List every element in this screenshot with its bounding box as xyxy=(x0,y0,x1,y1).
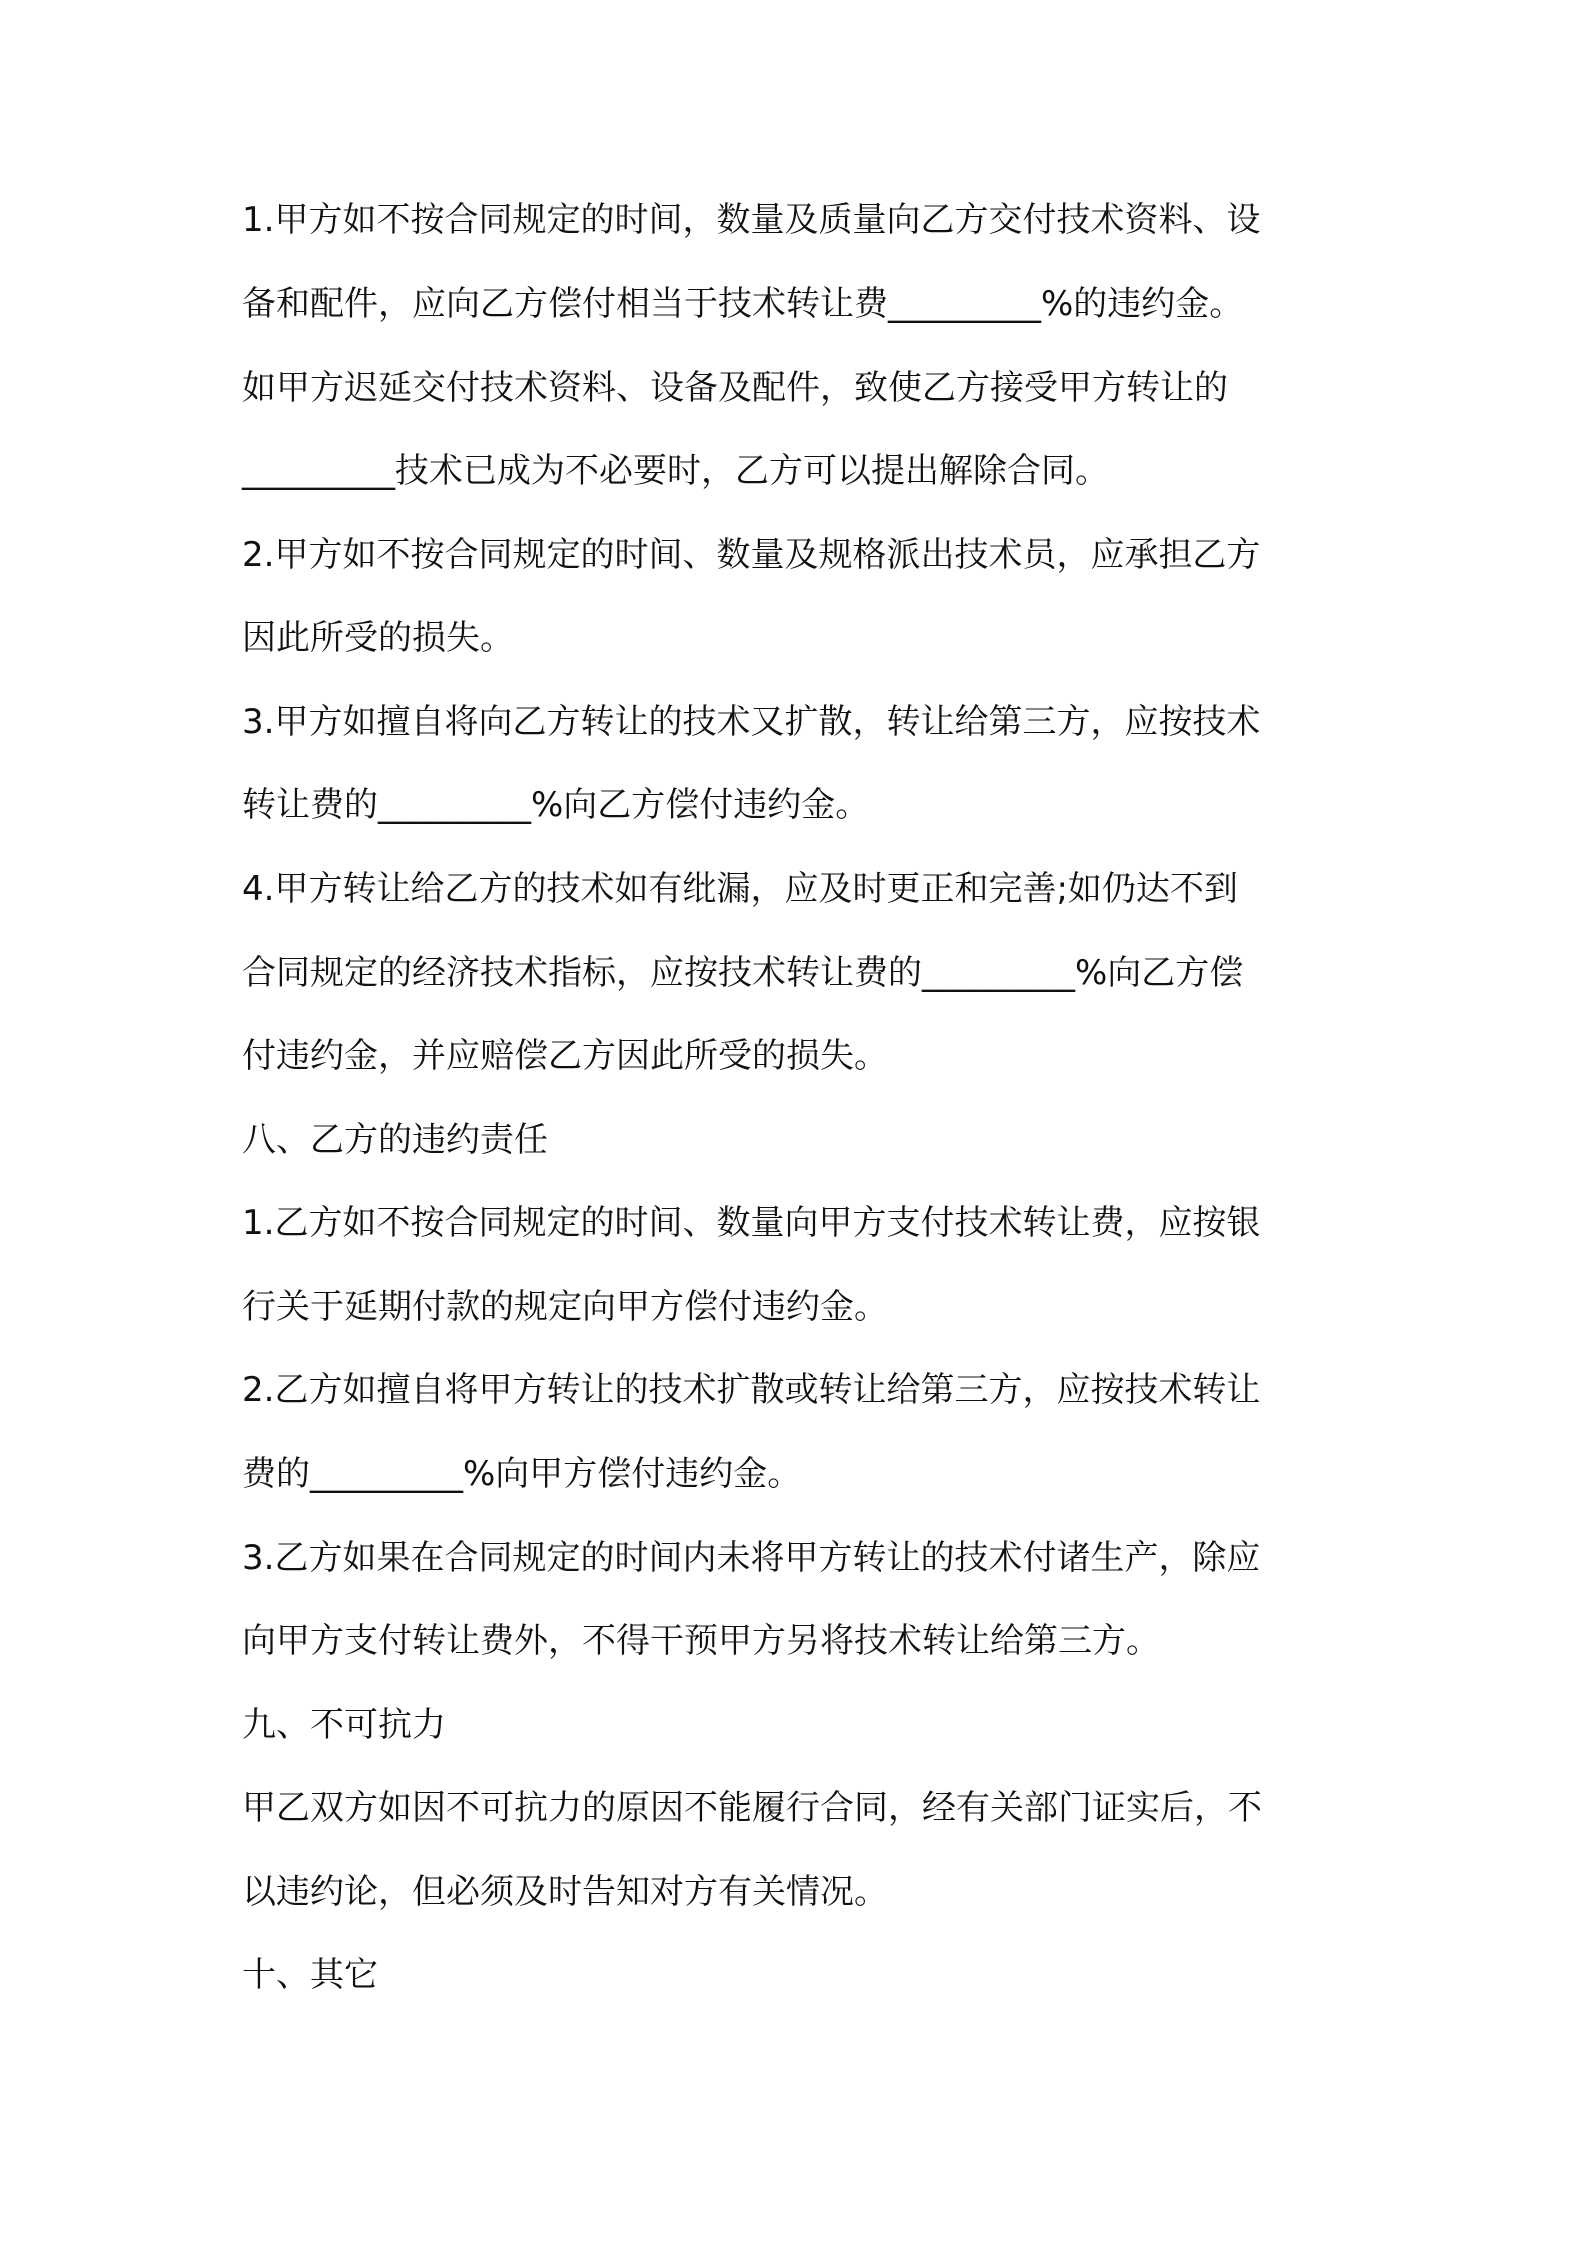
text-line: 1.甲方如不按合同规定的时间，数量及质量向乙方交付技术资料、设 xyxy=(242,200,1261,240)
text-line: 如甲方迟延交付技术资料、设备及配件，致使乙方接受甲方转让的 xyxy=(242,368,1228,408)
text-line: 3.甲方如擅自将向乙方转让的技术又扩散，转让给第三方，应按技术 xyxy=(242,702,1261,742)
text-line: 1.乙方如不按合同规定的时间、数量向甲方支付技术转让费，应按银 xyxy=(242,1203,1261,1243)
text-line: 2.乙方如擅自将甲方转让的技术扩散或转让给第三方，应按技术转让 xyxy=(242,1370,1261,1410)
section-heading: 八、乙方的违约责任 xyxy=(242,1120,548,1160)
text-line: 转让费的_________%向乙方偿付违约金。 xyxy=(242,785,870,825)
text-line: 付违约金，并应赔偿乙方因此所受的损失。 xyxy=(242,1036,888,1076)
text-line: 2.甲方如不按合同规定的时间、数量及规格派出技术员，应承担乙方 xyxy=(242,535,1261,575)
section-heading: 十、其它 xyxy=(242,1955,378,1995)
text-line: 行关于延期付款的规定向甲方偿付违约金。 xyxy=(242,1287,888,1327)
text-line: 向甲方支付转让费外，不得干预甲方另将技术转让给第三方。 xyxy=(242,1621,1160,1661)
text-line: 4.甲方转让给乙方的技术如有纰漏，应及时更正和完善;如仍达不到 xyxy=(242,869,1238,909)
text-line: 甲乙双方如因不可抗力的原因不能履行合同，经有关部门证实后，不 xyxy=(242,1788,1262,1828)
text-line: 合同规定的经济技术指标，应按技术转让费的_________%向乙方偿 xyxy=(242,953,1244,993)
text-line: _________技术已成为不必要时，乙方可以提出解除合同。 xyxy=(242,451,1109,491)
text-line: 以违约论，但必须及时告知对方有关情况。 xyxy=(242,1872,888,1912)
text-line: 备和配件，应向乙方偿付相当于技术转让费_________%的违约金。 xyxy=(242,284,1244,324)
text-line: 费的_________%向甲方偿付违约金。 xyxy=(242,1454,802,1494)
text-line: 3.乙方如果在合同规定的时间内未将甲方转让的技术付诸生产，除应 xyxy=(242,1538,1261,1578)
section-heading: 九、不可抗力 xyxy=(242,1705,446,1745)
text-line: 因此所受的损失。 xyxy=(242,618,514,658)
